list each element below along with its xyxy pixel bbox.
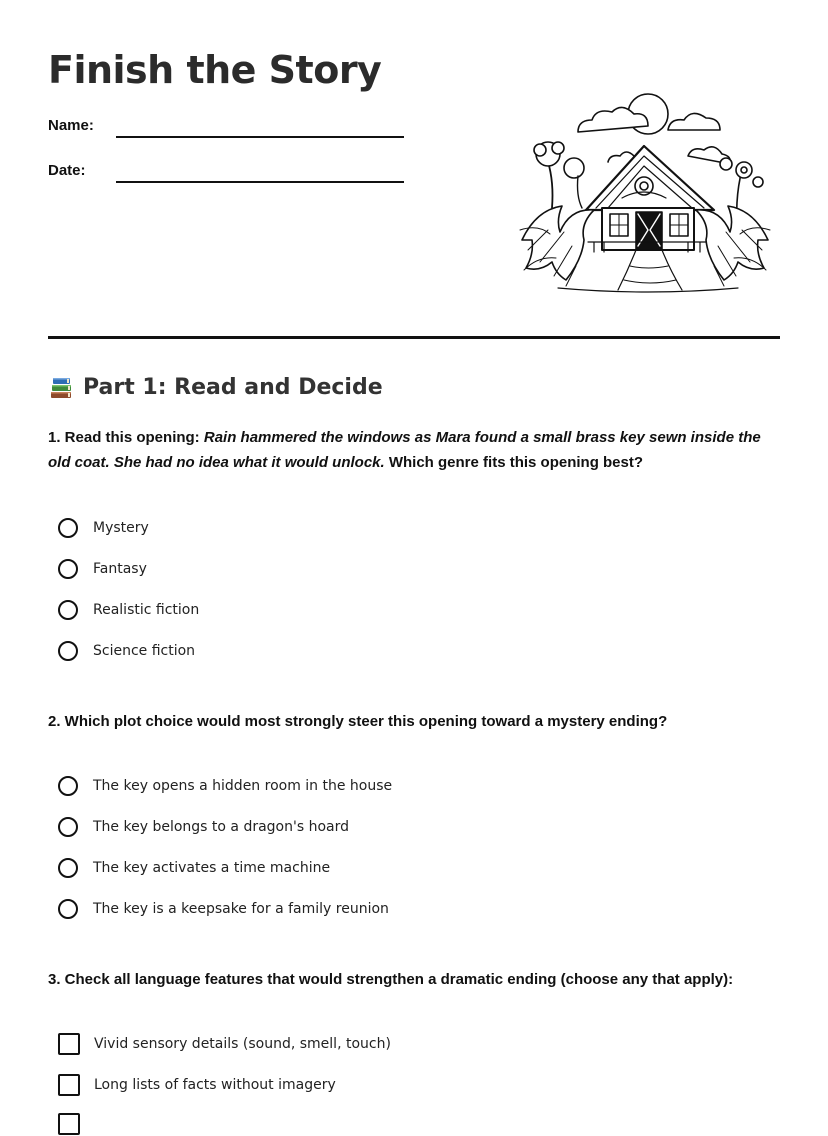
question-1-passage: Rain hammered the windows as Mara found a small brass key sewn inside the old coat. She had no idea what it would unlock. — [48, 429, 761, 471]
radio-button[interactable] — [58, 641, 78, 661]
books-icon — [48, 374, 74, 400]
date-field[interactable] — [48, 162, 408, 186]
option-label: Realistic fiction — [93, 602, 200, 618]
checkbox[interactable] — [58, 1074, 80, 1096]
option-label: Mystery — [93, 520, 149, 536]
option-label: Science fiction — [93, 643, 196, 659]
option-label: The key belongs to a dragon's hoard — [93, 819, 349, 835]
q2-option-hidden-room[interactable] — [58, 774, 392, 798]
radio-button[interactable] — [58, 858, 78, 878]
q1-option-fantasy[interactable] — [58, 557, 147, 581]
worksheet-title: Finish the Story — [48, 48, 382, 92]
q1-option-science-fiction[interactable] — [58, 639, 195, 663]
q3-option-sensory-details[interactable] — [58, 1032, 391, 1056]
q2-option-family-keepsake[interactable] — [58, 897, 389, 921]
option-label: Vivid sensory details (sound, smell, touch) — [94, 1036, 391, 1052]
question-2: 2. Which plot choice would most strongly steer this opening toward a mystery ending? — [48, 713, 668, 730]
question-1-suffix: Which genre fits this opening best? — [384, 454, 644, 471]
radio-button[interactable] — [58, 776, 78, 796]
name-field[interactable] — [48, 117, 408, 141]
radio-button[interactable] — [58, 518, 78, 538]
part1-heading — [48, 374, 383, 400]
q3-option-long-lists[interactable] — [58, 1073, 336, 1097]
option-label: The key is a keepsake for a family reunion — [93, 901, 389, 917]
name-line[interactable] — [116, 136, 404, 138]
section-divider — [48, 336, 780, 339]
option-label: The key activates a time machine — [93, 860, 331, 876]
q1-option-realistic-fiction[interactable] — [58, 598, 199, 622]
option-label: The key opens a hidden room in the house — [93, 778, 393, 794]
question-1 — [48, 425, 780, 475]
question-3: 3. Check all language features that would strengthen a dramatic ending (choose any that apply): — [48, 971, 734, 988]
radio-button[interactable] — [58, 600, 78, 620]
option-label: Long lists of facts without imagery — [94, 1077, 336, 1093]
question-1-prefix: 1. Read this opening: — [48, 429, 204, 446]
name-label: Name: — [48, 117, 94, 134]
worksheet-page — [48, 0, 780, 1118]
checkbox[interactable] — [58, 1113, 80, 1135]
cottage-illustration — [518, 90, 772, 296]
radio-button[interactable] — [58, 899, 78, 919]
q2-option-dragon-hoard[interactable] — [58, 815, 349, 839]
part1-heading-text: Part 1: Read and Decide — [83, 374, 383, 400]
radio-button[interactable] — [58, 559, 78, 579]
q2-option-time-machine[interactable] — [58, 856, 330, 880]
radio-button[interactable] — [58, 817, 78, 837]
date-label: Date: — [48, 162, 86, 179]
option-label: Fantasy — [93, 561, 147, 577]
date-line[interactable] — [116, 181, 404, 183]
checkbox[interactable] — [58, 1033, 80, 1055]
q3-option-partial[interactable] — [58, 1112, 94, 1136]
q1-option-mystery[interactable] — [58, 516, 149, 540]
